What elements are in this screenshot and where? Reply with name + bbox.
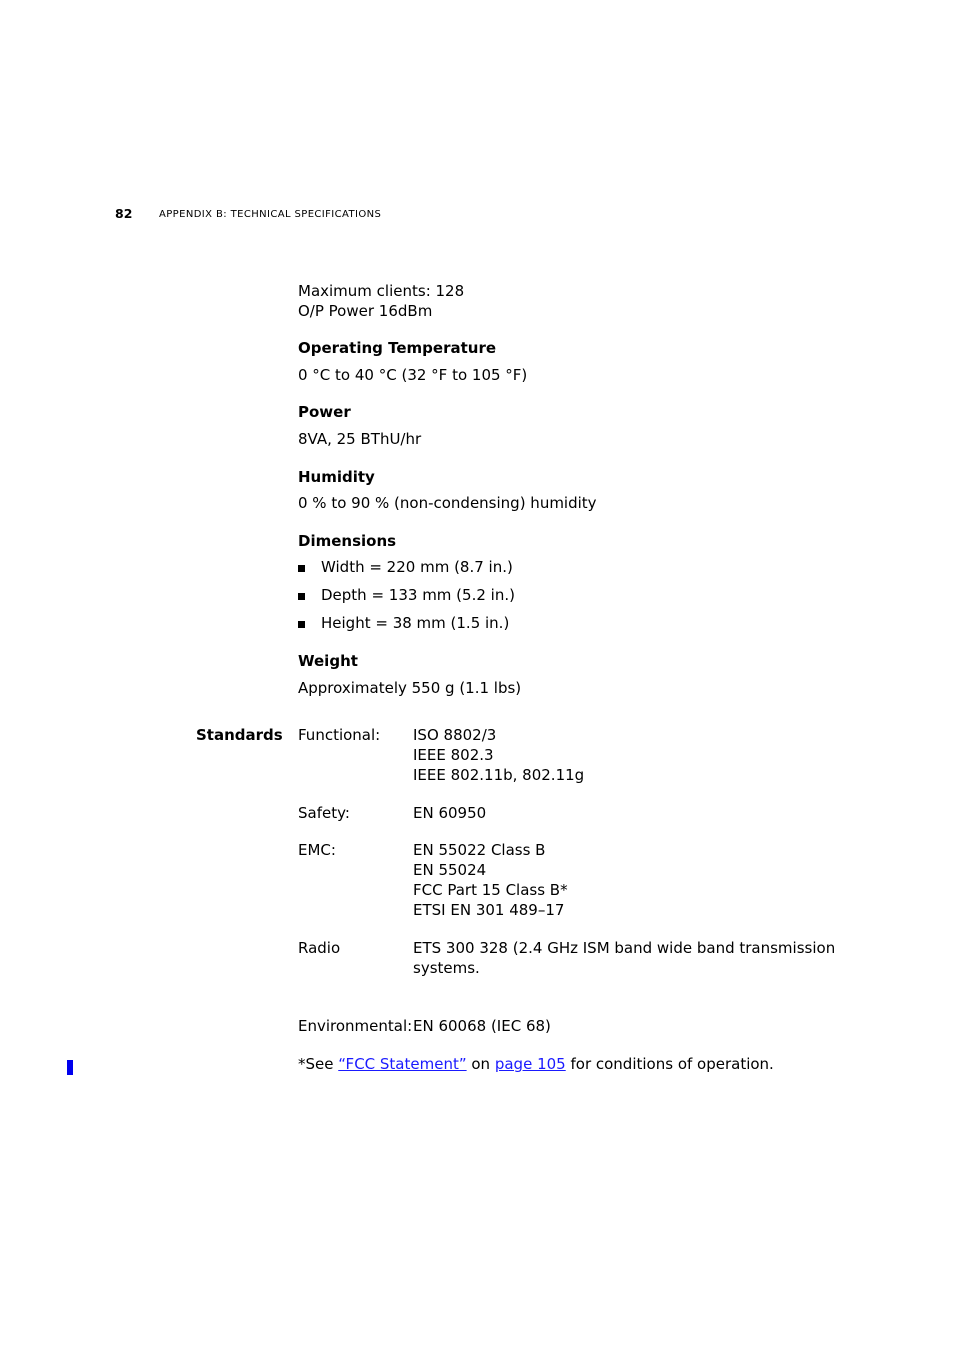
- max-clients-text: Maximum clients: 128: [298, 282, 465, 300]
- bullet-icon: [298, 565, 305, 572]
- standards-value: ISO 8802/3: [413, 726, 497, 744]
- standards-label-emc: EMC:: [298, 841, 336, 859]
- dimension-height: Height = 38 mm (1.5 in.): [321, 614, 510, 632]
- standards-value: EN 60068 (IEC 68): [413, 1017, 551, 1035]
- dimensions-heading: Dimensions: [298, 532, 397, 550]
- operating-temperature-heading: Operating Temperature: [298, 339, 497, 357]
- weight-value: Approximately 550 g (1.1 lbs): [298, 679, 522, 697]
- standards-value: systems.: [413, 959, 480, 977]
- humidity-heading: Humidity: [298, 468, 375, 486]
- humidity-value: 0 % to 90 % (non-condensing) humidity: [298, 494, 597, 512]
- standards-value: IEEE 802.3: [413, 746, 494, 764]
- standards-value: ETS 300 328 (2.4 GHz ISM band wide band transmission: [413, 939, 836, 957]
- standards-label-radio: Radio: [298, 939, 341, 957]
- dimension-width: Width = 220 mm (8.7 in.): [321, 558, 513, 576]
- standards-value: IEEE 802.11b, 802.11g: [413, 766, 585, 784]
- bullet-icon: [298, 621, 305, 628]
- page-105-link[interactable]: page 105: [494, 1055, 566, 1073]
- fcc-statement-link[interactable]: “FCC Statement”: [338, 1055, 467, 1073]
- standards-label-functional: Functional:: [298, 726, 381, 744]
- op-power-text: O/P Power 16dBm: [298, 302, 433, 320]
- change-bar-marker: [67, 1060, 73, 1075]
- standards-value: EN 55024: [413, 861, 487, 879]
- dimension-depth: Depth = 133 mm (5.2 in.): [321, 586, 515, 604]
- power-heading: Power: [298, 403, 351, 421]
- power-value: 8VA, 25 BThU/hr: [298, 430, 422, 448]
- running-header: APPENDIX B: TECHNICAL SPECIFICATIONS: [159, 209, 382, 220]
- footnote-prefix: *See: [298, 1055, 339, 1073]
- weight-heading: Weight: [298, 652, 358, 670]
- standards-value: EN 60950: [413, 804, 487, 822]
- standards-value: EN 55022 Class B: [413, 841, 546, 859]
- operating-temperature-value: 0 °C to 40 °C (32 °F to 105 °F): [298, 366, 528, 384]
- footnote-suffix: for conditions of operation.: [565, 1055, 774, 1073]
- footnote: [298, 1054, 774, 1074]
- footnote-middle: on: [466, 1055, 495, 1073]
- standards-value: ETSI EN 301 489–17: [413, 901, 565, 919]
- standards-label-safety: Safety:: [298, 804, 350, 822]
- page-number: 82: [115, 206, 133, 221]
- standards-heading: Standards: [196, 726, 283, 744]
- standards-label-environmental: Environmental:: [298, 1017, 413, 1035]
- bullet-icon: [298, 593, 305, 600]
- standards-value: FCC Part 15 Class B*: [413, 881, 568, 899]
